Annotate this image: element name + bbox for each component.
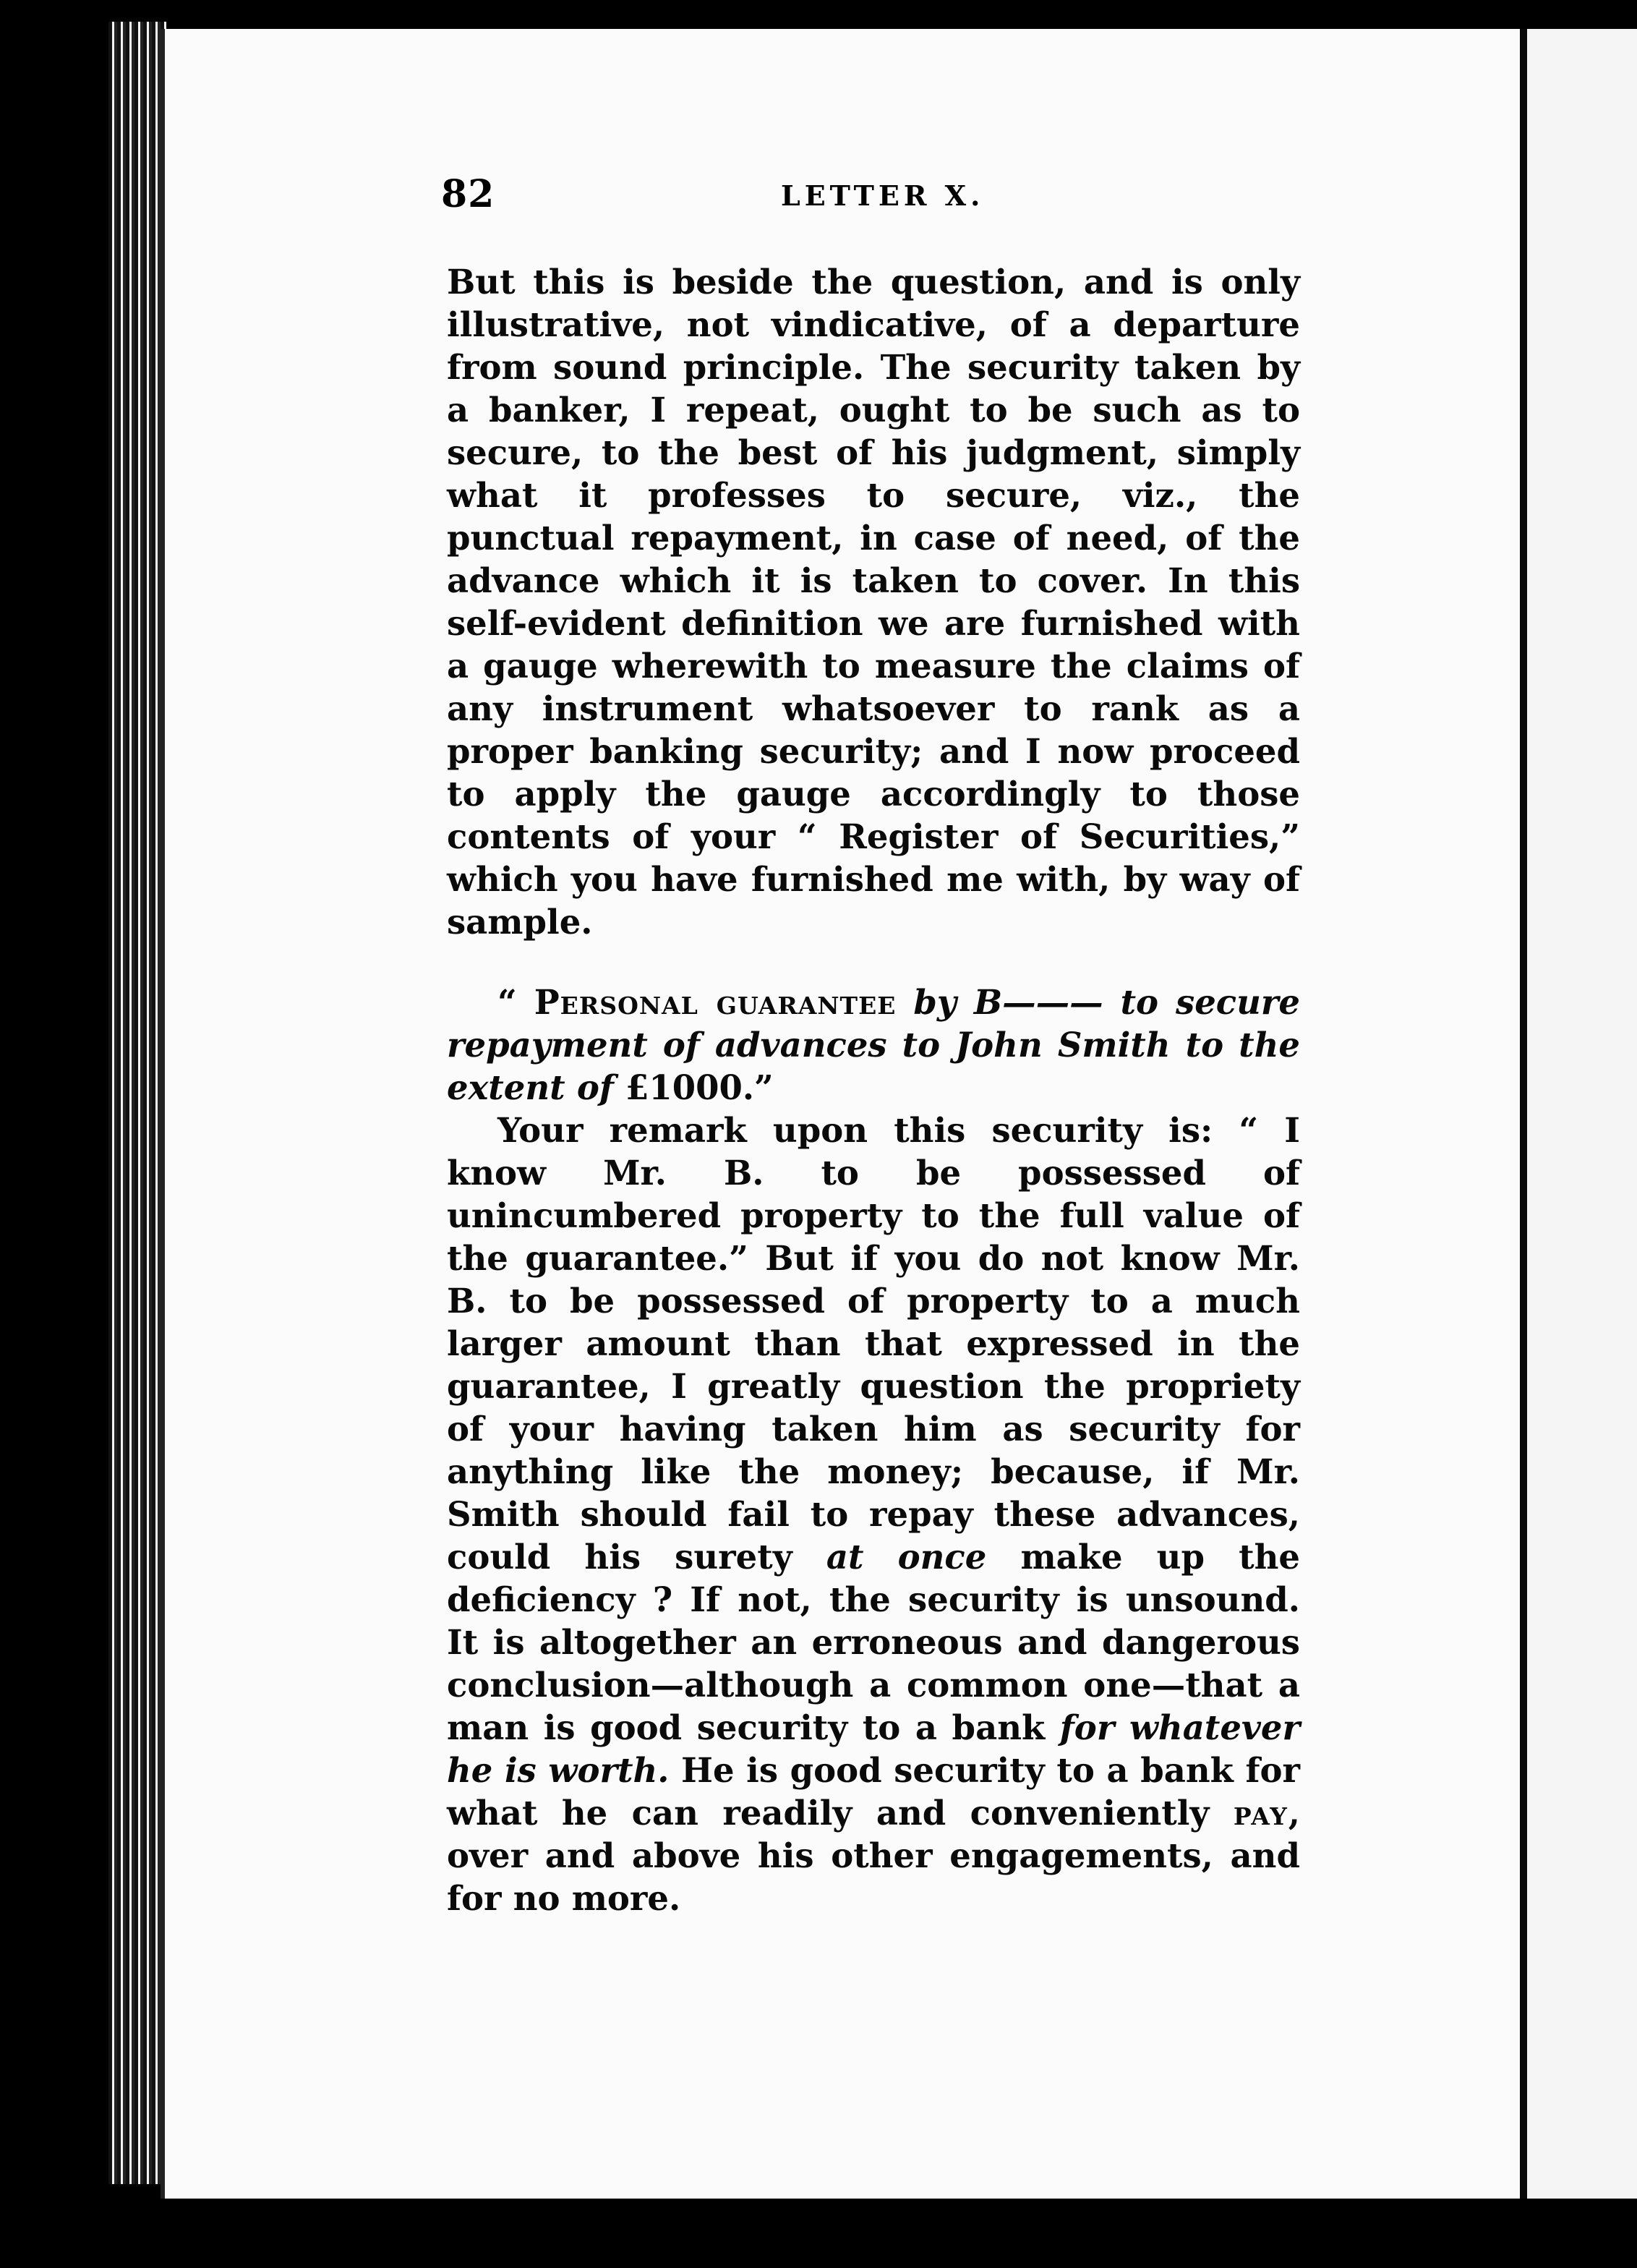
para2-text-2: make up the deficiency ? If not, the security is unsound. It is altogether an erroneous and dangerous conclusion—although a common one—that a man is good security to a bank xyxy=(447,1537,1300,1747)
para2-italic-2: for whatever he is worth. xyxy=(447,1708,1301,1790)
quote-title: Personal guarantee xyxy=(534,982,897,1022)
para2-text-1: Your remark upon this security is: “ I know Mr. B. to be possessed of unincumbered property to the full value of the guarantee.” But if you do not know Mr. B. to be possessed of property to a much larger amount than that expressed in the guarantee, I greatly question the propriety of your having taken him as security for anything like the money; because, if Mr. Smith should fail to repay these advances, could his surety xyxy=(447,1110,1300,1577)
quote-amount: £1000.” xyxy=(625,1067,774,1107)
facing-page-edge xyxy=(1527,29,1637,2199)
para2-pay: pay xyxy=(1233,1793,1288,1833)
quoted-security-entry xyxy=(447,981,1300,1109)
para2-italic-1: at once xyxy=(826,1537,987,1577)
quote-open: “ xyxy=(497,982,534,1022)
para2-text-3: He is good security to a bank for what he can readily and conveniently xyxy=(447,1750,1300,1833)
paragraph-1: But this is beside the question, and is only illustrative, not vindicative, of a departure from sound principle. The security taken by a banker, I repeat, ought to be such as to secure, to the best of his judgment, simply what it professes to secure, viz., the punctual repayment, in case of need, of the advance which it is taken to cover. In this self-evident definition we are furnished with a gauge wherewith to measure the claims of any instrument whatsoever to rank as a proper banking security; and I now proceed to apply the gauge accordingly to those contents of your “ Register of Securities,” which you have furnished me with, by way of sample. xyxy=(447,262,1300,942)
quote-italic: by B——— to secure repayment of advances to John Smith to the extent of xyxy=(447,982,1301,1107)
page-number: 82 xyxy=(441,172,495,216)
page-stack-edge xyxy=(108,22,166,2184)
paragraph-2 xyxy=(447,1109,1300,1919)
page-header xyxy=(441,172,1302,223)
running-head: LETTER X. xyxy=(781,179,985,212)
para2-text-4: , over and above his other engagements, and for no more. xyxy=(447,1793,1300,1918)
gutter xyxy=(1520,29,1527,2199)
body-text xyxy=(447,260,1300,1919)
